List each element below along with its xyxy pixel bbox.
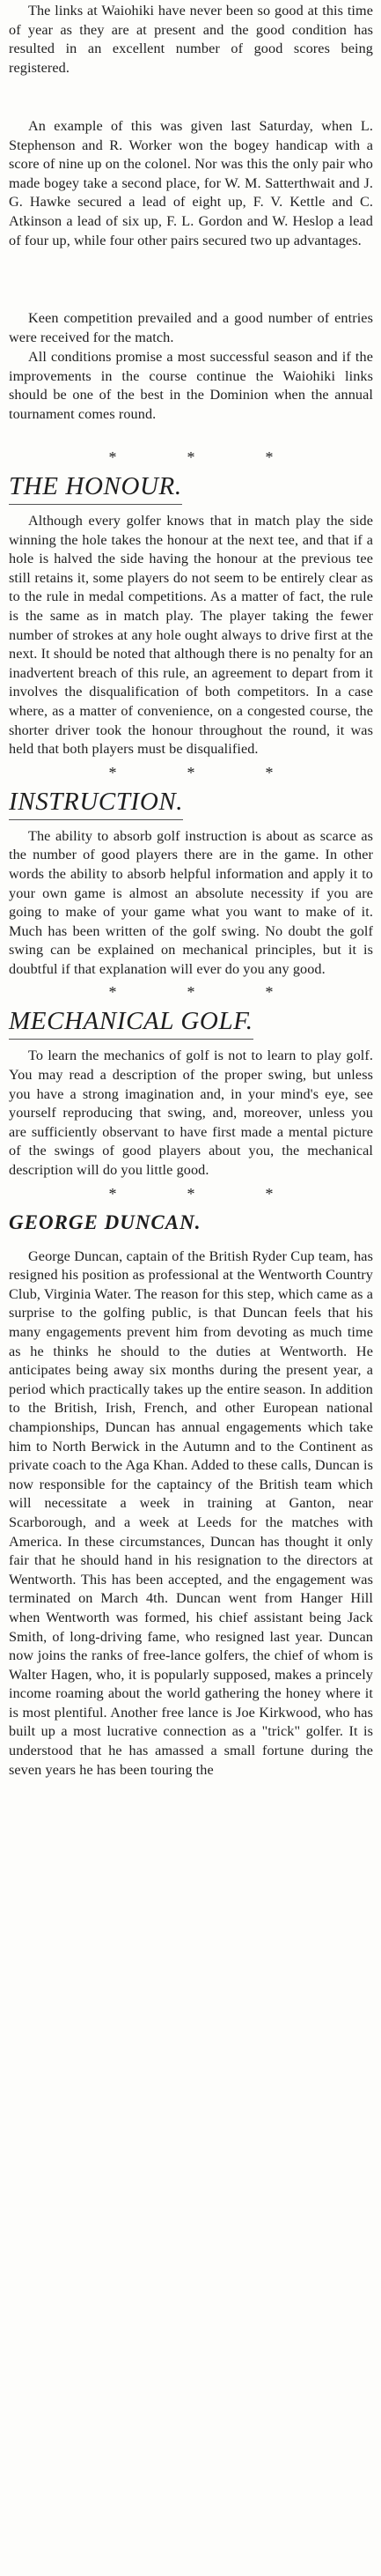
separator-star: *: [187, 1184, 195, 1203]
separator-star: *: [108, 448, 117, 466]
section-separator: [9, 448, 373, 469]
separator-star: *: [108, 763, 117, 781]
section-paragraph: The ability to absorb golf instruction is about as scarce as the number of good players there are in the game. In other words the ability to absorb helpful information and apply it to your own game is almost an absolute necessity if you are going to make of your game what you want to make of it. Much has been written of the golf swing. No doubt the golf swing can be explained on mechanical principles, but it is doubtful if that explanation will ever do you any good.: [9, 827, 373, 977]
intro-paragraph: An example of this was given last Saturday, when L. Stephenson and R. Worker won the bogey handicap with a score of nine up on the colonel. Nor was this the only pair who made bogey take a second place, for W. M. Satterthwait and J. G. Hawke secured a lead of eight up, F. V. Kettle and C. Atkinson a lead of six up, F. L. Gordon and W. Heslop a lead of four up, while four other pairs secured two up advantages.: [9, 118, 373, 248]
section-heading: THE HONOUR.: [9, 472, 182, 505]
intro-paragraph: Keen competition prevailed and a good number of entries were received for the match.: [9, 310, 373, 345]
section-paragraph: George Duncan, captain of the British Ryder Cup team, has resigned his position as professional at the Wentworth Country Club, Virginia Water. The reason for this step, which came as a surprise to the golfing public, is that Duncan feels that his many engagements prevent him from devoting as much time as he thinks he should to the duties at Wentworth. He anticipates being away six months during the present year, a period which practically takes up the entire season. In addition to the British, Irish, French, and other European national championships, Duncan has annual engagements which take him to North Berwick in the Autumn and to the Continent as private coach to the Aga Khan. Added to these calls, Duncan is now responsible for the captaincy of the British team which will necessitate a week in training at Ganton, near Scarborough, and a week at Leeds for the matches with America. In these circumstances, Duncan has thought it only fair that he should hand in his resignation to the directors at Wentworth. This has been accepted, and the engagement was terminated on March 4th. Duncan went from Hanger Hill when Wentworth was formed, his chief assistant being Jack Smith, of long-driving fame, who resigned last year. Duncan now joins the ranks of free-lance golfers, the chief of whom is Walter Hagen, who, it is popularly supposed, makes a princely income roaming about the world gathering the honey where it is most plentiful. Another free lance is Joe Kirkwood, who has built up a most lucrative connection as a "trick" golfer. It is understood that he has amassed a small fortune during the seven years he has been touring the: [9, 1247, 373, 1778]
separator-star: *: [108, 1184, 117, 1203]
separator-star: *: [265, 763, 274, 781]
separator-star: *: [265, 1184, 274, 1203]
separator-star: *: [187, 983, 195, 1002]
separator-star: *: [265, 983, 274, 1002]
section-paragraph: Although every golfer knows that in match play the side winning the hole takes the honour at the next tee, and that if a hole is halved the side having the honour at the previous tee still retains it, some players do not seem to be entirely clear as to the rule in medal competitions. As a matter of fact, the rule is the same as in match play. The player taking the fewer number of strokes at any hole ought always to drive first at the next. It should be noted that although there is no penalty for an inadvertent breach of this rule, an agreement to depart from it involves the disqualification of both competitors. In a case where, as a matter of convenience, on a congested course, the shorter driver took the honour throughout the round, it was held that both players must be disqualified.: [9, 513, 373, 758]
separator-star: *: [108, 983, 117, 1002]
intro-section: [9, 2, 373, 444]
separator-star: *: [187, 448, 195, 466]
section-heading: MECHANICAL GOLF.: [9, 1007, 253, 1040]
section-honour: [9, 472, 373, 759]
section-paragraph: To learn the mechanics of golf is not to learn to play golf. You may read a description of the proper swing, but unless you have a strong imagination and, in your mind's eye, see yourself reproducing that swing, and, moreover, unless you are sufficiently observant to have first made a mental picture of the swings of good players about you, the mechanical description will do you little good.: [9, 1047, 373, 1179]
separator-star: *: [187, 763, 195, 781]
separator-star: *: [265, 448, 274, 466]
section-george-duncan: [9, 1209, 373, 1780]
section-mechanical-golf: [9, 1007, 373, 1180]
section-instruction: [9, 788, 373, 980]
section-separator: [9, 982, 373, 1003]
section-heading: GEORGE DUNCAN.: [9, 1210, 201, 1233]
section-separator: [9, 763, 373, 784]
intro-paragraph: The links at Waiohiki have never been so good at this time of year as they are at present and the good condition has resulted in an excellent number of good scores being registered.: [9, 3, 373, 76]
section-heading: INSTRUCTION.: [9, 788, 183, 820]
intro-paragraph: All conditions promise a most successful season and if the improvements in the course continue the Waiohiki links should be one of the best in the Dominion when the annual tournament comes round.: [9, 349, 373, 422]
article-column: [9, 2, 373, 1780]
section-separator: [9, 1184, 373, 1205]
